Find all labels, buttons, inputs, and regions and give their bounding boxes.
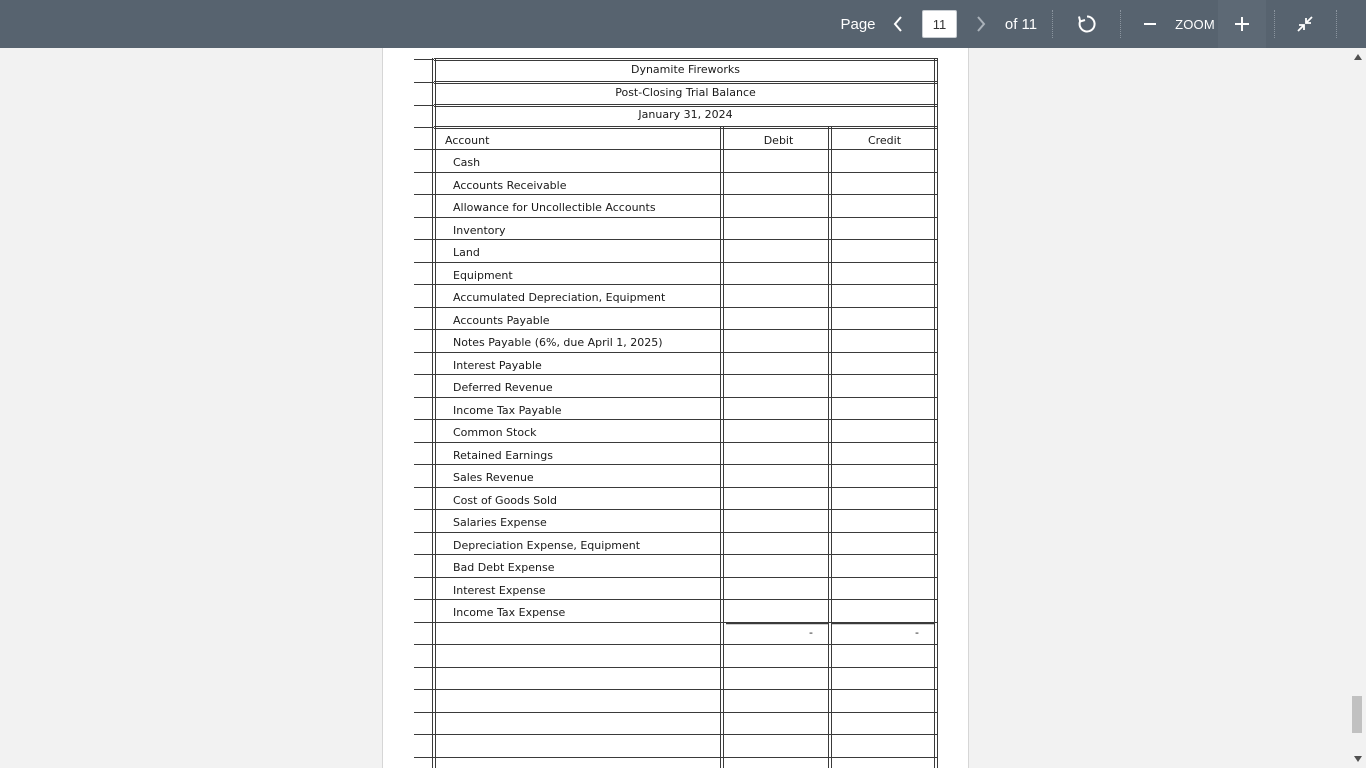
account-row-label: Cost of Goods Sold	[453, 493, 557, 507]
collapse-icon	[1295, 14, 1315, 34]
account-row-label: Income Tax Expense	[453, 606, 566, 619]
account-row-label: Interest Payable	[453, 358, 542, 372]
account-row-label: Bad Debt Expense	[453, 561, 555, 574]
toolbar-separator	[1120, 10, 1121, 38]
page-number-input[interactable]	[922, 10, 957, 38]
account-row-label: Land	[453, 246, 480, 259]
zoom-in-button[interactable]	[1224, 0, 1260, 48]
credit-total: -	[915, 626, 919, 639]
rotate-button[interactable]	[1070, 0, 1104, 48]
toolbar-separator	[1336, 10, 1337, 38]
plus-icon	[1233, 15, 1251, 33]
account-row-label: Accounts Receivable	[453, 178, 567, 192]
document-page	[382, 48, 969, 768]
account-row-label: Interest Expense	[453, 583, 546, 597]
report-title: Post-Closing Trial Balance	[615, 86, 756, 99]
minus-icon	[1142, 16, 1158, 32]
rotate-icon	[1076, 13, 1098, 35]
account-row-label: Income Tax Payable	[453, 403, 562, 417]
account-row-label: Salaries Expense	[453, 516, 547, 529]
account-row-label: Retained Earnings	[453, 448, 553, 462]
account-row-label: Inventory	[453, 223, 506, 237]
chevron-left-icon	[892, 15, 904, 33]
account-row-label: Sales Revenue	[453, 471, 534, 484]
account-row-label: Cash	[453, 156, 481, 169]
account-row-label: Accumulated Depreciation, Equipment	[453, 291, 666, 304]
account-row-label: Equipment	[453, 268, 513, 282]
account-row-label: Common Stock	[453, 426, 537, 439]
account-column-header: Account	[445, 134, 490, 147]
zoom-label: ZOOM	[1175, 16, 1215, 32]
scroll-up-button[interactable]	[1349, 50, 1366, 64]
page-label: Page	[840, 15, 876, 33]
credit-column-header: Credit	[867, 134, 902, 147]
triangle-down-icon	[1354, 756, 1362, 762]
triangle-up-icon	[1354, 54, 1362, 60]
account-row-label: Allowance for Uncollectible Accounts	[453, 201, 656, 214]
total-pages-label: of 11	[1004, 15, 1038, 33]
exit-fullscreen-button[interactable]	[1288, 0, 1322, 48]
account-row-label: Depreciation Expense, Equipment	[453, 538, 641, 552]
vertical-scrollbar[interactable]	[1349, 48, 1366, 768]
next-page-button[interactable]	[967, 0, 995, 48]
debit-total: -	[809, 626, 813, 639]
account-row-label: Deferred Revenue	[453, 381, 553, 394]
scroll-down-button[interactable]	[1349, 752, 1366, 766]
scrollbar-thumb[interactable]	[1352, 696, 1362, 733]
company-name: Dynamite Fireworks	[630, 63, 741, 76]
toolbar-separator	[1052, 10, 1053, 38]
account-row-label: Notes Payable (6%, due April 1, 2025)	[453, 336, 663, 349]
debit-column-header: Debit	[763, 134, 794, 147]
previous-page-button[interactable]	[884, 0, 912, 48]
chevron-right-icon	[975, 15, 987, 33]
toolbar-separator	[1274, 10, 1275, 38]
account-row-label: Accounts Payable	[453, 313, 550, 327]
zoom-out-button[interactable]	[1136, 0, 1164, 48]
viewer-toolbar	[0, 0, 1366, 48]
report-date: January 31, 2024	[638, 108, 733, 121]
